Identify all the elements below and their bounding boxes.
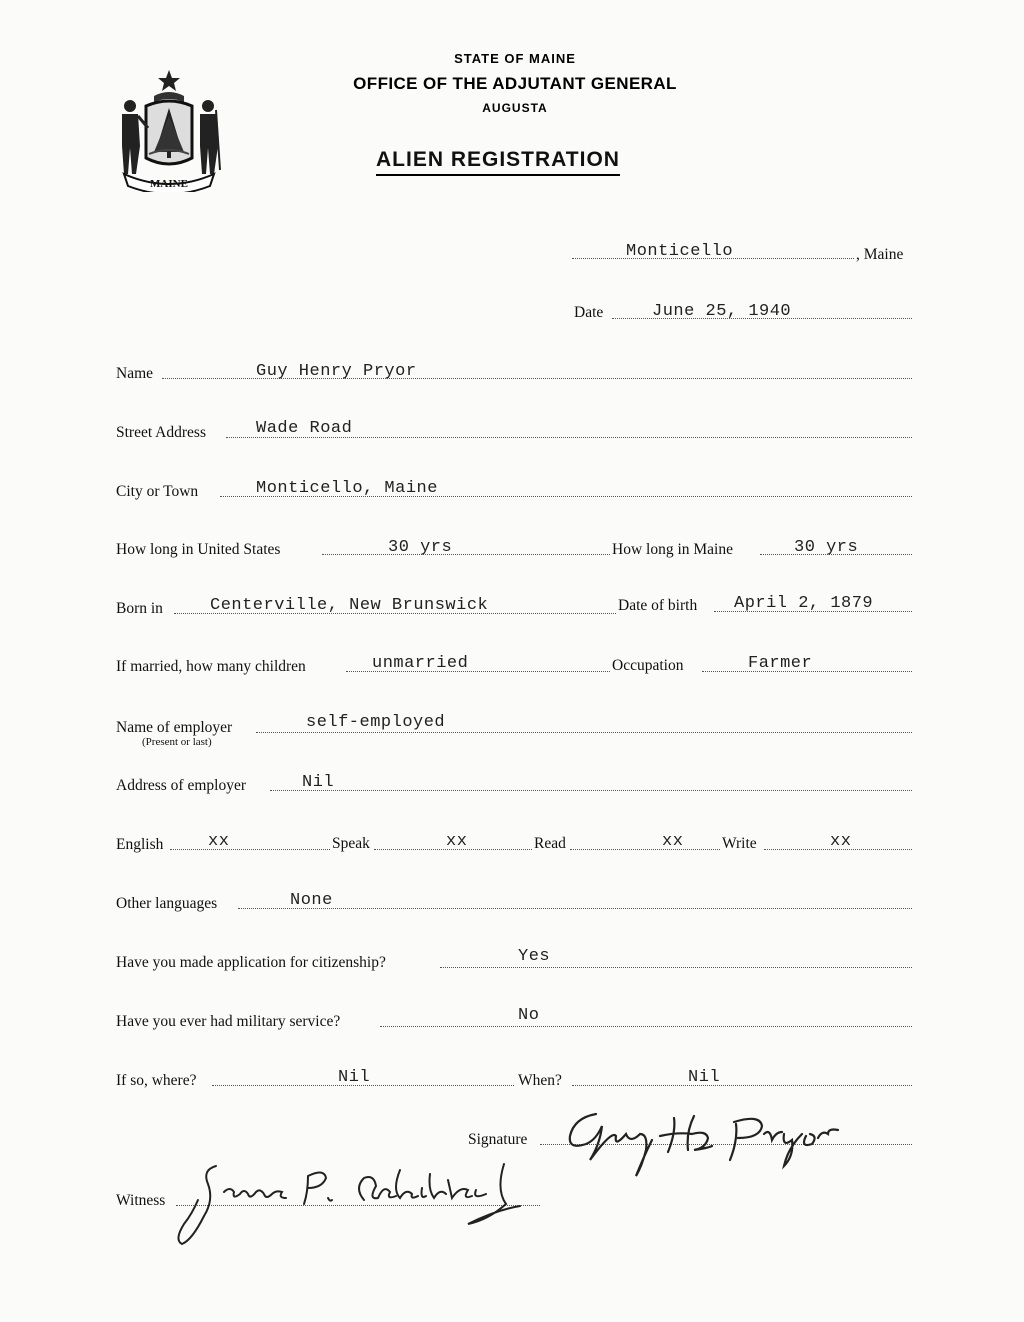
form-title: ALIEN REGISTRATION [376, 148, 620, 176]
employer-label: Name of employer [116, 719, 233, 736]
read-value: xx [662, 832, 684, 851]
witness-label: Witness [116, 1192, 166, 1209]
read-label: Read [534, 835, 566, 852]
military-line [380, 1026, 912, 1027]
us-duration-line [322, 554, 610, 555]
date-value: June 25, 1940 [652, 302, 792, 321]
maine-duration-value: 30 yrs [794, 538, 859, 557]
svg-text:MAINE: MAINE [150, 178, 188, 190]
witness-signature [168, 1160, 528, 1250]
citizenship-label: Have you made application for citizenship? [116, 954, 386, 971]
header-office: OFFICE OF THE ADJUTANT GENERAL [353, 74, 677, 93]
write-label: Write [722, 835, 757, 852]
city-label: City or Town [116, 483, 199, 500]
occupation-label: Occupation [612, 657, 684, 674]
city-value: Monticello, Maine [256, 479, 438, 498]
speak-label: Speak [332, 835, 370, 852]
citizenship-line [440, 967, 912, 968]
other-languages-label: Other languages [116, 895, 218, 912]
english-label: English [116, 836, 164, 853]
read-line [570, 849, 720, 850]
street-label: Street Address [116, 424, 206, 441]
where-label: If so, where? [116, 1072, 197, 1089]
when-line [572, 1085, 912, 1086]
military-value: No [518, 1006, 540, 1025]
born-label: Born in [116, 600, 163, 617]
write-value: xx [830, 832, 852, 851]
where-value: Nil [338, 1068, 371, 1087]
employer-value: self-employed [306, 713, 446, 732]
state-seal-icon [116, 66, 222, 192]
date-label: Date [574, 304, 604, 321]
english-value: xx [208, 832, 230, 851]
us-duration-value: 30 yrs [388, 538, 453, 557]
military-label: Have you ever had military service? [116, 1013, 341, 1030]
employer-address-value: Nil [302, 773, 335, 792]
employer-address-label: Address of employer [116, 777, 246, 794]
applicant-signature [556, 1104, 866, 1184]
when-value: Nil [688, 1068, 721, 1087]
speak-value: xx [446, 832, 468, 851]
us-duration-label: How long in United States [116, 541, 281, 558]
citizenship-value: Yes [518, 947, 551, 966]
employer-line [256, 732, 912, 733]
dob-label: Date of birth [618, 597, 698, 614]
children-value: unmarried [372, 654, 469, 673]
employer-sublabel: (Present or last) [142, 736, 212, 748]
when-label: When? [518, 1072, 562, 1089]
street-value: Wade Road [256, 419, 353, 438]
place-state: , Maine [856, 246, 904, 263]
occupation-value: Farmer [748, 654, 813, 673]
english-line [170, 849, 330, 850]
other-languages-value: None [290, 891, 333, 910]
header-city: AUGUSTA [482, 101, 548, 115]
other-languages-line [238, 908, 912, 909]
employer-address-line [270, 790, 912, 791]
born-value: Centerville, New Brunswick [210, 596, 489, 615]
header-state: STATE OF MAINE [454, 51, 576, 66]
dob-value: April 2, 1879 [734, 594, 874, 613]
signature-label: Signature [468, 1131, 528, 1148]
children-label: If married, how many children [116, 658, 306, 675]
name-value: Guy Henry Pryor [256, 362, 417, 381]
place-town: Monticello [626, 242, 734, 261]
name-label: Name [116, 365, 154, 382]
maine-duration-label: How long in Maine [612, 541, 733, 558]
